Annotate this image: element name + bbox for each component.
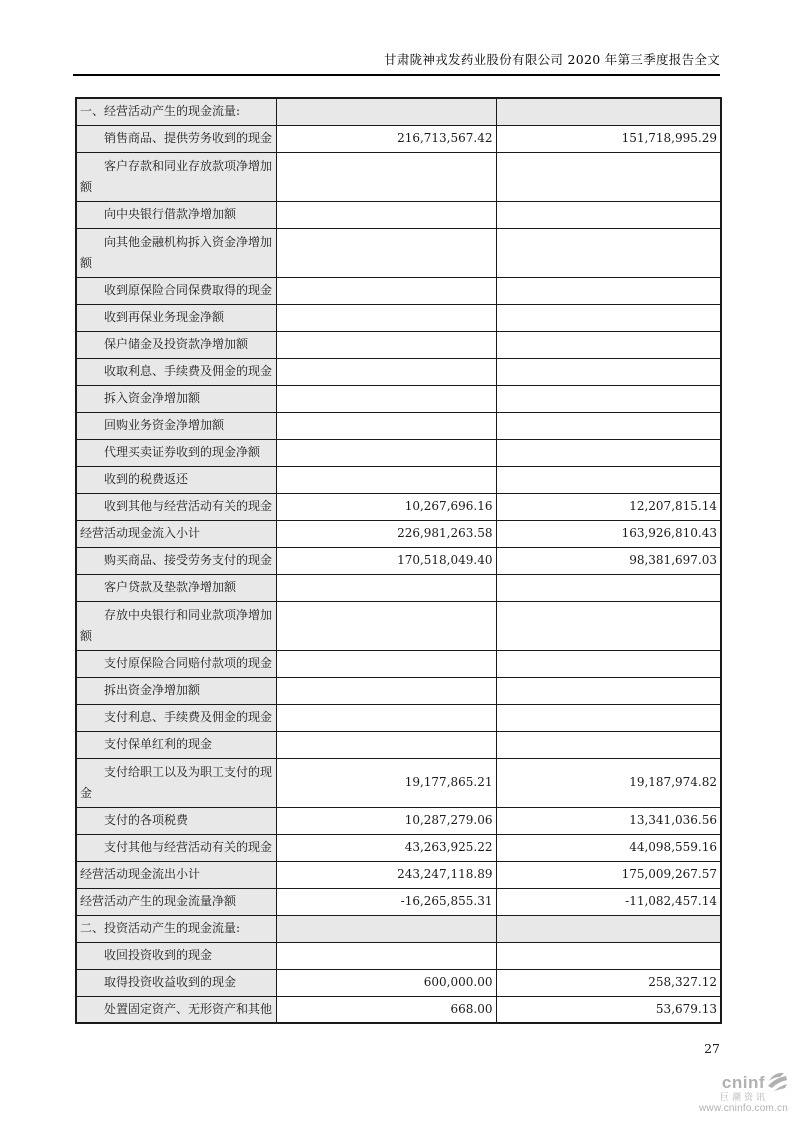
row-label-cell: 购买商品、接受劳务支付的现金 bbox=[76, 547, 276, 574]
table-row bbox=[76, 547, 721, 574]
value-cell-current-period bbox=[276, 574, 496, 601]
table-row bbox=[76, 331, 721, 358]
row-label-cell: 客户存款和同业存放款项净增加 额 bbox=[76, 152, 276, 201]
table-row bbox=[76, 834, 721, 861]
value-cell-current-period bbox=[276, 152, 496, 201]
row-label-cell: 支付利息、手续费及佣金的现金 bbox=[76, 704, 276, 731]
row-label-cell: 回购业务资金净增加额 bbox=[76, 412, 276, 439]
table-row bbox=[76, 466, 721, 493]
row-label-cell: 向中央银行借款净增加额 bbox=[76, 201, 276, 228]
value-cell-prior-period: 53,679.13 bbox=[496, 996, 721, 1023]
page-number: 27 bbox=[704, 1041, 720, 1056]
table-row bbox=[76, 704, 721, 731]
row-label-cell: 支付保单红利的现金 bbox=[76, 731, 276, 758]
row-label-cell: 拆入资金净增加额 bbox=[76, 385, 276, 412]
table-row bbox=[76, 807, 721, 834]
row-label-cell: 客户贷款及垫款净增加额 bbox=[76, 574, 276, 601]
row-label-cell: 处置固定资产、无形资产和其他 bbox=[76, 996, 276, 1023]
table-row bbox=[76, 385, 721, 412]
table-row bbox=[76, 228, 721, 277]
document-header bbox=[73, 50, 720, 76]
value-cell-prior-period bbox=[496, 942, 721, 969]
value-cell-current-period bbox=[276, 731, 496, 758]
row-label-cell: 存放中央银行和同业款项净增加 额 bbox=[76, 601, 276, 650]
table-row bbox=[76, 888, 721, 915]
cninfo-swirl-icon bbox=[766, 1072, 788, 1092]
row-label-cell: 销售商品、提供劳务收到的现金 bbox=[76, 125, 276, 152]
value-cell-current-period: 10,267,696.16 bbox=[276, 493, 496, 520]
value-cell-prior-period bbox=[496, 704, 721, 731]
value-cell-current-period: 19,177,865.21 bbox=[276, 758, 496, 807]
row-label-cell: 支付给职工以及为职工支付的现 金 bbox=[76, 758, 276, 807]
table-row bbox=[76, 758, 721, 807]
value-cell-prior-period bbox=[496, 466, 721, 493]
value-cell-current-period: 600,000.00 bbox=[276, 969, 496, 996]
row-label-cell: 收到原保险合同保费取得的现金 bbox=[76, 277, 276, 304]
value-cell-prior-period bbox=[496, 277, 721, 304]
value-cell-prior-period bbox=[496, 412, 721, 439]
value-cell-current-period bbox=[276, 385, 496, 412]
table-row bbox=[76, 969, 721, 996]
table-row bbox=[76, 520, 721, 547]
value-cell-prior-period bbox=[496, 201, 721, 228]
table-row bbox=[76, 861, 721, 888]
value-cell-prior-period: 175,009,267.57 bbox=[496, 861, 721, 888]
value-cell-prior-period: 12,207,815.14 bbox=[496, 493, 721, 520]
table-row bbox=[76, 277, 721, 304]
table-row bbox=[76, 358, 721, 385]
row-label-cell: 代理买卖证券收到的现金净额 bbox=[76, 439, 276, 466]
table-row bbox=[76, 731, 721, 758]
value-cell-current-period bbox=[276, 466, 496, 493]
value-cell-current-period bbox=[276, 704, 496, 731]
value-cell-current-period: 243,247,118.89 bbox=[276, 861, 496, 888]
value-cell-prior-period bbox=[496, 650, 721, 677]
value-cell-prior-period bbox=[496, 358, 721, 385]
table-row bbox=[76, 574, 721, 601]
table-row bbox=[76, 601, 721, 650]
value-cell-prior-period: 151,718,995.29 bbox=[496, 125, 721, 152]
row-label-cell: 向其他金融机构拆入资金净增加 额 bbox=[76, 228, 276, 277]
row-label-cell: 支付其他与经营活动有关的现金 bbox=[76, 834, 276, 861]
value-cell-current-period: 170,518,049.40 bbox=[276, 547, 496, 574]
table-row bbox=[76, 412, 721, 439]
cninfo-wordmark: cninf bbox=[721, 1072, 765, 1092]
value-cell-current-period: 216,713,567.42 bbox=[276, 125, 496, 152]
value-cell-current-period bbox=[276, 358, 496, 385]
value-cell-current-period: -16,265,855.31 bbox=[276, 888, 496, 915]
value-cell-current-period bbox=[276, 304, 496, 331]
section-label-cell: 一、经营活动产生的现金流量: bbox=[76, 98, 276, 125]
value-cell-prior-period bbox=[496, 731, 721, 758]
value-cell-prior-period: 163,926,810.43 bbox=[496, 520, 721, 547]
value-cell-prior-period bbox=[496, 915, 721, 942]
value-cell-current-period: 668.00 bbox=[276, 996, 496, 1023]
row-label-cell: 支付原保险合同赔付款项的现金 bbox=[76, 650, 276, 677]
value-cell-current-period: 226,981,263.58 bbox=[276, 520, 496, 547]
table-row bbox=[76, 650, 721, 677]
row-label-cell: 收到其他与经营活动有关的现金 bbox=[76, 493, 276, 520]
value-cell-current-period bbox=[276, 331, 496, 358]
value-cell-current-period bbox=[276, 412, 496, 439]
value-cell-current-period bbox=[276, 650, 496, 677]
value-cell-current-period: 43,263,925.22 bbox=[276, 834, 496, 861]
table-row bbox=[76, 493, 721, 520]
row-label-cell: 收回投资收到的现金 bbox=[76, 942, 276, 969]
table-row bbox=[76, 915, 721, 942]
row-label-cell: 收到的税费返还 bbox=[76, 466, 276, 493]
value-cell-prior-period bbox=[496, 601, 721, 650]
cninfo-chinese-name: 巨潮资讯 bbox=[719, 1092, 768, 1102]
value-cell-current-period bbox=[276, 601, 496, 650]
value-cell-prior-period: 13,341,036.56 bbox=[496, 807, 721, 834]
value-cell-prior-period: 258,327.12 bbox=[496, 969, 721, 996]
table-row bbox=[76, 152, 721, 201]
cninfo-logo bbox=[678, 1072, 788, 1114]
table-row bbox=[76, 996, 721, 1023]
table-row bbox=[76, 98, 721, 125]
value-cell-current-period bbox=[276, 677, 496, 704]
row-label-cell: 支付的各项税费 bbox=[76, 807, 276, 834]
value-cell-prior-period: 44,098,559.16 bbox=[496, 834, 721, 861]
row-label-cell: 取得投资收益收到的现金 bbox=[76, 969, 276, 996]
row-label-cell: 经营活动现金流出小计 bbox=[76, 861, 276, 888]
value-cell-current-period bbox=[276, 228, 496, 277]
value-cell-prior-period bbox=[496, 331, 721, 358]
value-cell-prior-period bbox=[496, 677, 721, 704]
value-cell-prior-period: 19,187,974.82 bbox=[496, 758, 721, 807]
value-cell-prior-period: -11,082,457.14 bbox=[496, 888, 721, 915]
value-cell-prior-period bbox=[496, 574, 721, 601]
row-label-cell: 收到再保业务现金净额 bbox=[76, 304, 276, 331]
value-cell-current-period bbox=[276, 277, 496, 304]
value-cell-prior-period bbox=[496, 304, 721, 331]
value-cell-current-period bbox=[276, 201, 496, 228]
value-cell-prior-period bbox=[496, 152, 721, 201]
row-label-cell: 经营活动产生的现金流量净额 bbox=[76, 888, 276, 915]
cninfo-url: www.cninfo.com.cn bbox=[699, 1103, 788, 1114]
value-cell-prior-period bbox=[496, 98, 721, 125]
value-cell-prior-period bbox=[496, 385, 721, 412]
table-row bbox=[76, 125, 721, 152]
value-cell-prior-period bbox=[496, 228, 721, 277]
value-cell-current-period bbox=[276, 439, 496, 466]
row-label-cell: 拆出资金净增加额 bbox=[76, 677, 276, 704]
header-title: 甘肃陇神戎发药业股份有限公司 2020 年第三季度报告全文 bbox=[384, 52, 720, 67]
value-cell-prior-period bbox=[496, 439, 721, 466]
value-cell-prior-period: 98,381,697.03 bbox=[496, 547, 721, 574]
table-row bbox=[76, 677, 721, 704]
value-cell-current-period: 10,287,279.06 bbox=[276, 807, 496, 834]
row-label-cell: 保户储金及投资款净增加额 bbox=[76, 331, 276, 358]
table-row bbox=[76, 439, 721, 466]
table-row bbox=[76, 304, 721, 331]
cash-flow-table bbox=[75, 97, 722, 1024]
table-row bbox=[76, 942, 721, 969]
section-label-cell: 二、投资活动产生的现金流量: bbox=[76, 915, 276, 942]
table-row bbox=[76, 201, 721, 228]
value-cell-current-period bbox=[276, 942, 496, 969]
value-cell-current-period bbox=[276, 98, 496, 125]
row-label-cell: 收取利息、手续费及佣金的现金 bbox=[76, 358, 276, 385]
row-label-cell: 经营活动现金流入小计 bbox=[76, 520, 276, 547]
value-cell-current-period bbox=[276, 915, 496, 942]
